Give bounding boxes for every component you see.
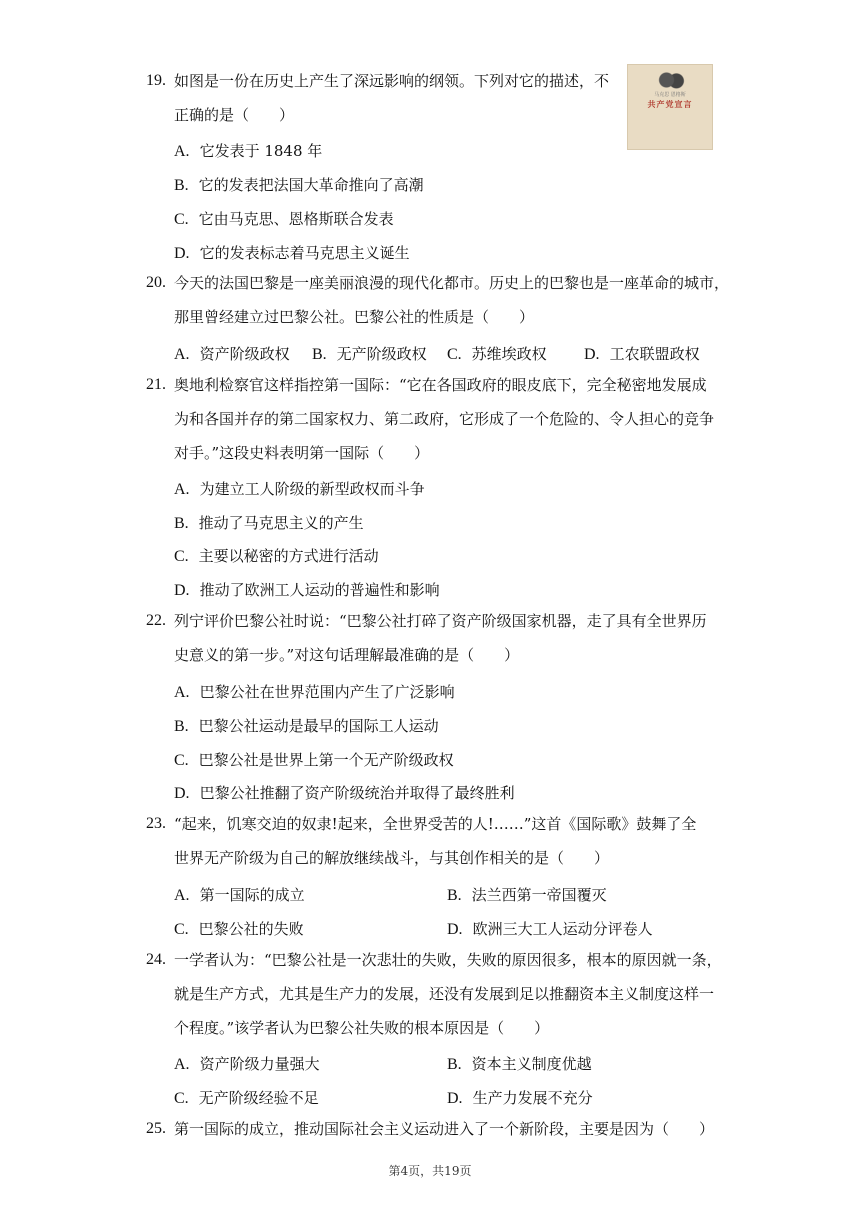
option-a: A. 为建立工人阶级的新型政权而斗争: [174, 480, 425, 498]
question-text: “起来，饥寒交迫的奴隶!起来，全世界受苦的人!……”这首《国际歌》鼓舞了全: [174, 815, 697, 833]
cover-authors: 马克思 恩格斯: [654, 92, 686, 98]
option-b: B. 巴黎公社运动是最早的国际工人运动: [174, 717, 439, 735]
question-number: 22.: [146, 612, 166, 629]
question-text: 个程度。”该学者认为巴黎公社失败的根本原因是（ ）: [174, 1019, 550, 1037]
option-c: C. 无产阶级经验不足: [174, 1089, 319, 1107]
question-text: 一学者认为：“巴黎公社是一次悲壮的失败，失败的原因很多，根本的原因就一条，: [174, 951, 722, 969]
question-text: 史意义的第一步。”对这句话理解最准确的是（ ）: [174, 646, 520, 664]
option-a: A. 它发表于 1848 年: [174, 142, 323, 160]
page-footer: 第4页，共19页: [388, 1164, 472, 1178]
option-a: A. 资产阶级力量强大: [174, 1055, 320, 1073]
question-text: 对手。”这段史料表明第一国际（ ）: [174, 444, 430, 462]
option-a: A. 资产阶级政权: [174, 345, 290, 363]
question-number: 20.: [146, 274, 166, 291]
question-number: 21.: [146, 376, 166, 393]
question-text: 列宁评价巴黎公社时说：“巴黎公社打碎了资产阶级国家机器，走了具有全世界历: [174, 612, 707, 630]
question-text: 为和各国并存的第二国家权力、第二政府，它形成了一个危险的、令人担心的竞争: [174, 410, 715, 428]
question-25: [146, 1112, 726, 1146]
option-c: C. 苏维埃政权: [447, 345, 547, 363]
option-a: A. 第一国际的成立: [174, 886, 305, 904]
question-24: [146, 943, 726, 1045]
option-d: D. 它的发表标志着马克思主义诞生: [174, 244, 410, 262]
option-c: C. 巴黎公社的失败: [174, 920, 304, 938]
question-text: 第一国际的成立，推动国际社会主义运动进入了一个新阶段，主要是因为（ ）: [174, 1120, 715, 1138]
option-d: D. 欧洲三大工人运动分评卷人: [447, 920, 653, 938]
question-number: 24.: [146, 951, 166, 968]
question-text: 奥地利检察官这样指控第一国际：“它在各国政府的眼皮底下，完全秘密地发展成: [174, 376, 707, 394]
option-a: A. 巴黎公社在世界范围内产生了广泛影响: [174, 683, 455, 701]
option-c: C. 巴黎公社是世界上第一个无产阶级政权: [174, 751, 454, 769]
option-b: B. 法兰西第一帝国覆灭: [447, 886, 607, 904]
question-text: 那里曾经建立过巴黎公社。巴黎公社的性质是（ ）: [174, 308, 535, 326]
cover-title: 共产党宣言: [647, 99, 693, 109]
question-number: 25.: [146, 1120, 166, 1137]
question-19: [146, 64, 726, 132]
question-21: [146, 368, 726, 470]
question-number: 23.: [146, 815, 166, 832]
question-number: 19.: [146, 72, 166, 89]
option-b: B. 资本主义制度优越: [447, 1055, 592, 1073]
option-d: D. 生产力发展不充分: [447, 1089, 593, 1107]
option-d: D. 推动了欧洲工人运动的普遍性和影响: [174, 581, 440, 599]
question-text: 今天的法国巴黎是一座美丽浪漫的现代化都市。历史上的巴黎也是一座革命的城市，: [174, 274, 730, 292]
option-c: C. 它由马克思、恩格斯联合发表: [174, 210, 394, 228]
option-b: B. 它的发表把法国大革命推向了高潮: [174, 176, 424, 194]
option-d: D. 工农联盟政权: [584, 345, 700, 363]
question-text: 如图是一份在历史上产生了深远影响的纲领。下列对它的描述，不: [174, 72, 610, 90]
question-22: [146, 604, 726, 672]
option-c: C. 主要以秘密的方式进行活动: [174, 547, 379, 565]
option-b: B. 推动了马克思主义的产生: [174, 514, 364, 532]
option-d: D. 巴黎公社推翻了资产阶级统治并取得了最终胜利: [174, 784, 515, 802]
question-20: [146, 266, 730, 334]
question-text: 世界无产阶级为自己的解放继续战斗，与其创作相关的是（ ）: [174, 849, 610, 867]
question-text: 正确的是（ ）: [174, 106, 295, 124]
question-23: [146, 807, 726, 875]
option-b: B. 无产阶级政权: [312, 345, 427, 363]
question-text: 就是生产方式，尤其是生产力的发展，还没有发展到足以推翻资本主义制度这样一: [174, 985, 715, 1003]
